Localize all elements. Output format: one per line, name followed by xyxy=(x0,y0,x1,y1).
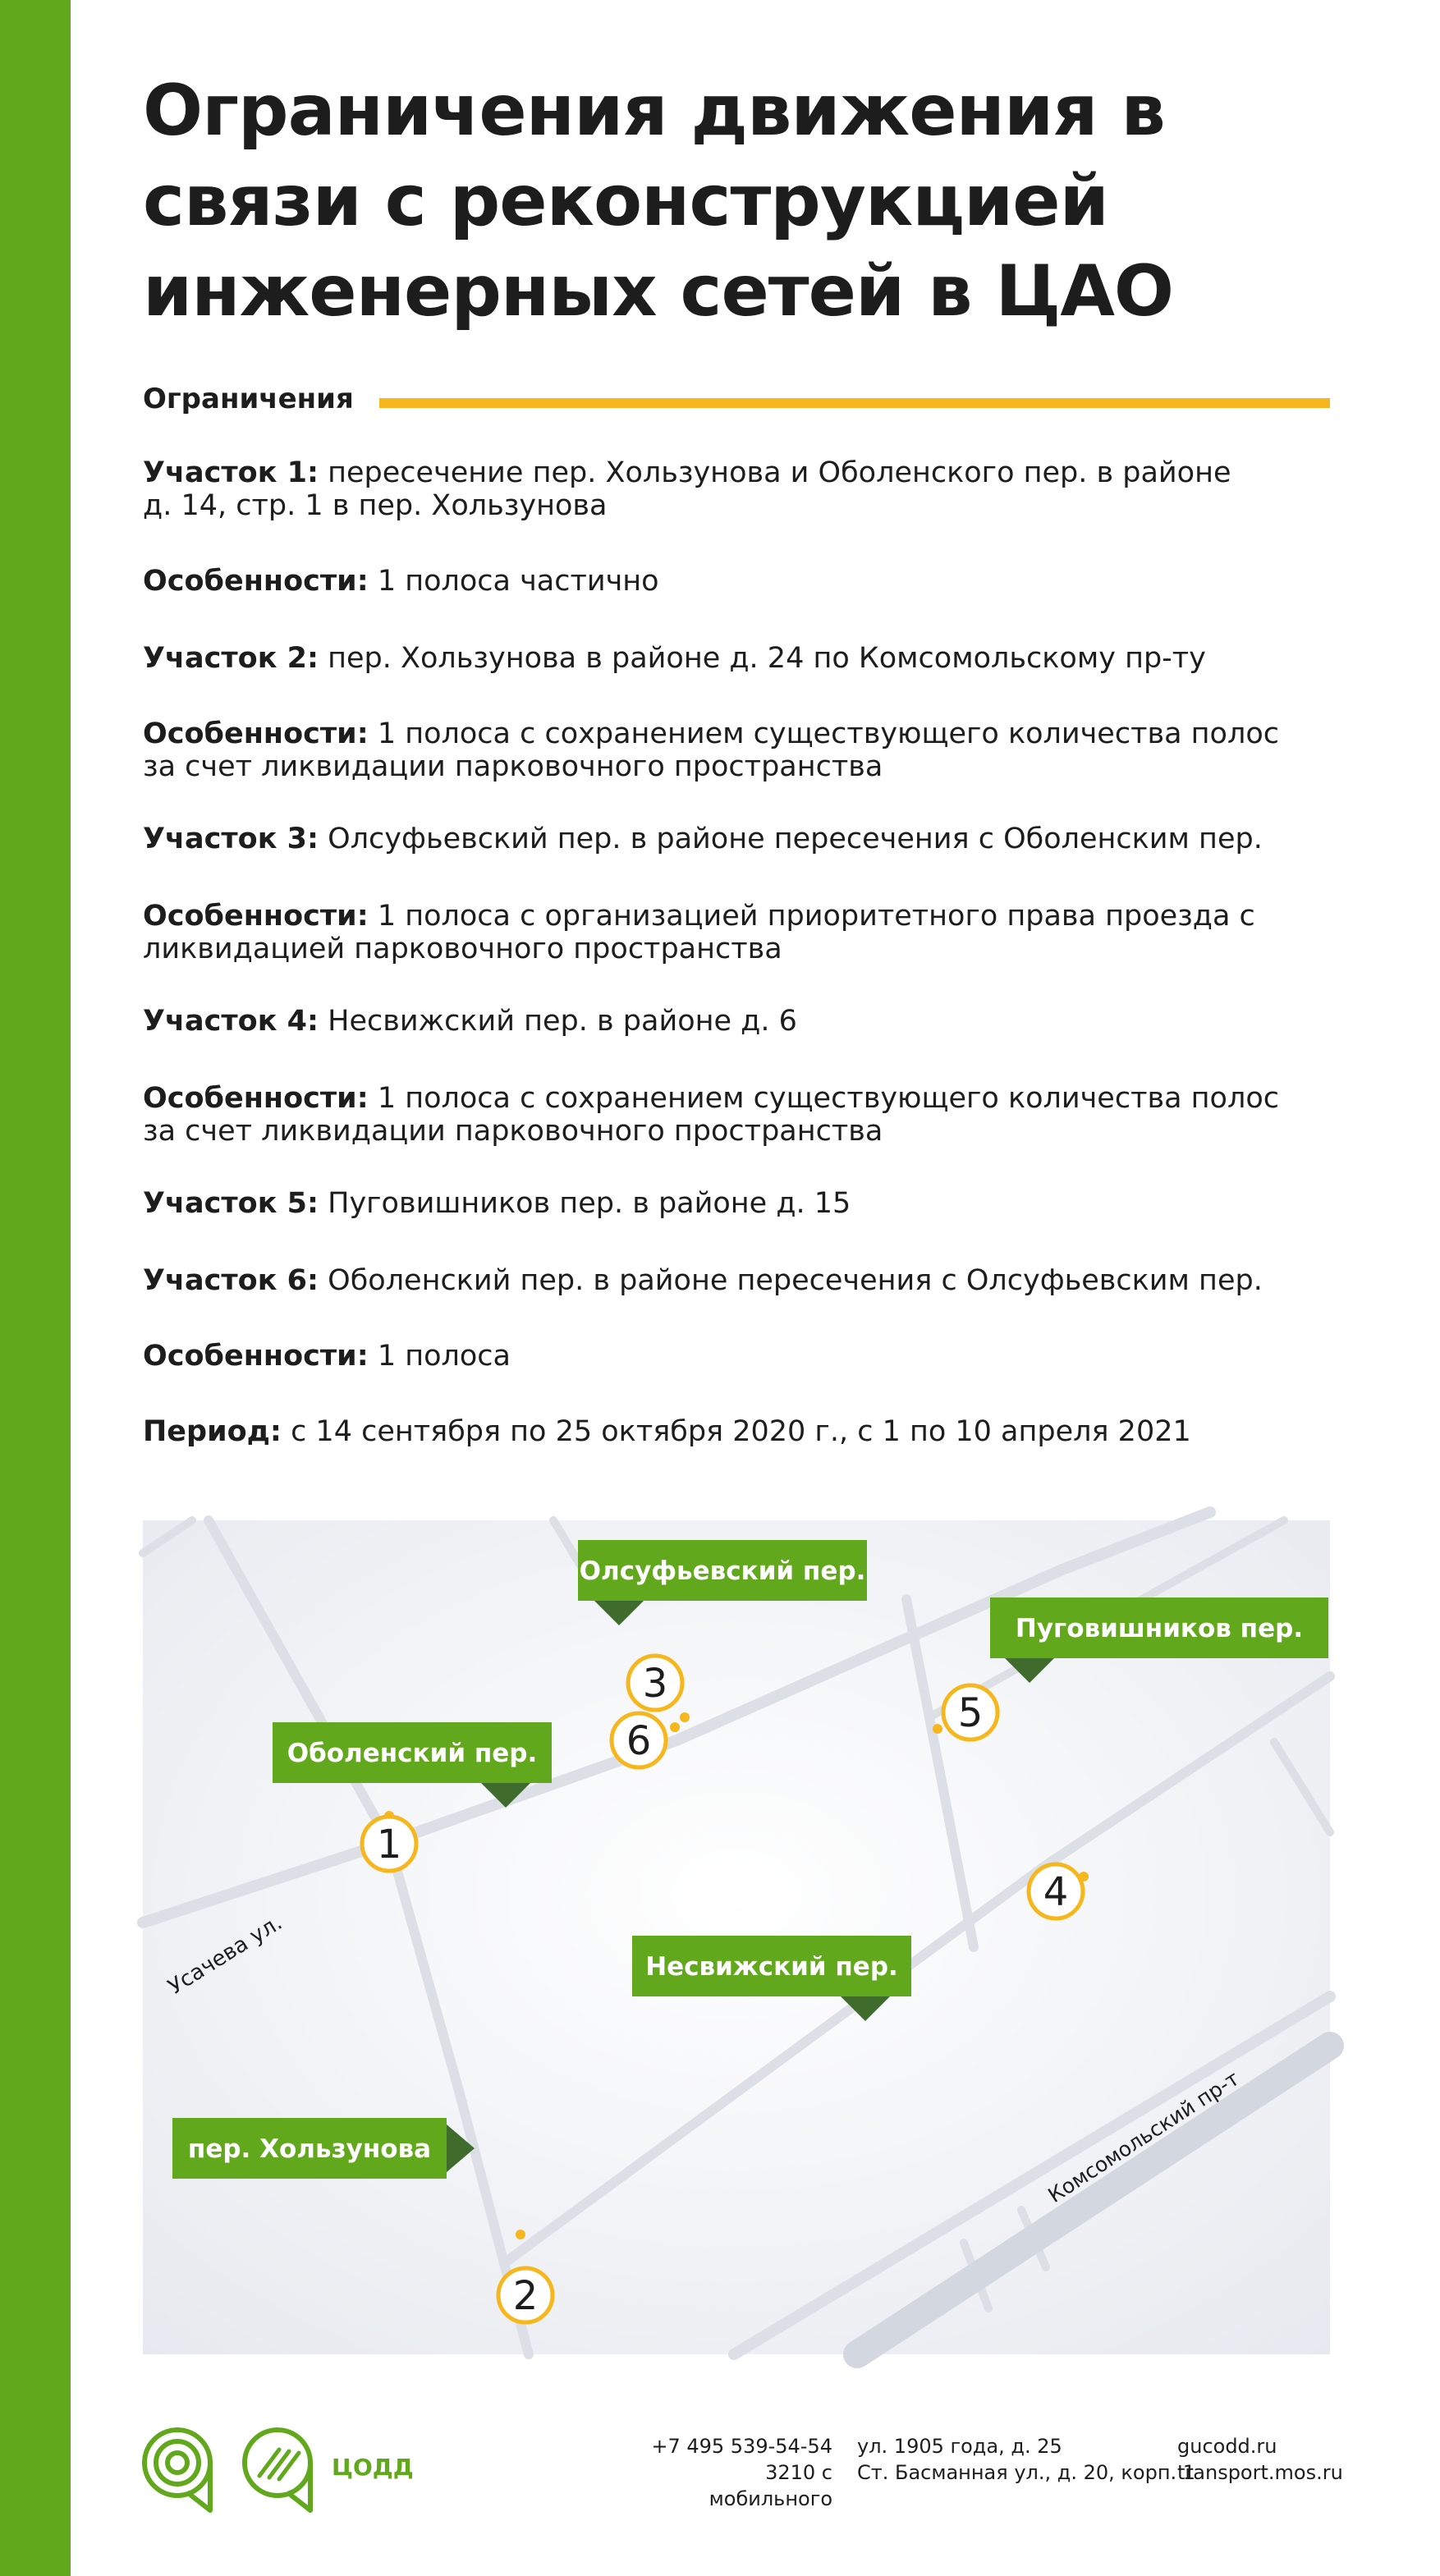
street-label-kholzunova: пер. Хользунова xyxy=(187,2134,432,2164)
list-item xyxy=(143,456,1358,522)
street-map xyxy=(143,1520,1330,2354)
item-label: Участок 3: xyxy=(143,823,319,855)
item-text: 1 полоса xyxy=(377,1340,511,1373)
street-label-olsufievsky: Олсуфьевский пер. xyxy=(579,1556,866,1586)
item-label: Период: xyxy=(143,1415,282,1448)
marker-tick xyxy=(670,1722,680,1732)
marker-tick xyxy=(516,2230,525,2239)
website-link[interactable]: transport.mos.ru xyxy=(1177,2461,1343,2484)
street-label-obolensky: Оболенский пер. xyxy=(287,1739,538,1768)
item-text: 1 полоса с сохранением существующего количества полос xyxy=(377,717,1279,750)
item-text: 1 полоса частично xyxy=(377,565,659,598)
item-text: Несвижский пер. в районе д. 6 xyxy=(328,1005,797,1038)
item-text: пересечение пер. Хользунова и Оболенского пер. в районе xyxy=(328,456,1231,489)
section-divider xyxy=(379,398,1330,408)
list-item xyxy=(143,642,1358,675)
website-link[interactable]: gucodd.ru xyxy=(1177,2435,1277,2458)
footer-sites-block xyxy=(1177,2433,1343,2486)
page-title xyxy=(143,66,1374,337)
item-text-continued: ликвидацией парковочного пространства xyxy=(143,933,782,965)
marker-tick xyxy=(933,1724,942,1734)
title-line: Ограничения движения в xyxy=(143,70,1165,152)
list-item xyxy=(143,1340,1358,1373)
marker-number: 4 xyxy=(1043,1869,1069,1915)
item-text-continued: д. 14, стр. 1 в пер. Хользунова xyxy=(143,489,608,522)
street-label-pugovishnikov: Пуговишников пер. xyxy=(1015,1614,1304,1643)
phone-number: +7 495 539-54-54 xyxy=(651,2435,832,2458)
marker-tick xyxy=(680,1712,690,1722)
address-line: Ст. Басманная ул., д. 20, корп. 1 xyxy=(857,2461,1196,2484)
section-label: Ограничения xyxy=(143,383,354,415)
item-label: Особенности: xyxy=(143,900,369,933)
item-text-continued: за счет ликвидации парковочного пространства xyxy=(143,1115,883,1148)
item-label: Участок 4: xyxy=(143,1005,319,1038)
map-callout xyxy=(172,2118,475,2179)
list-item xyxy=(143,1187,1358,1220)
item-text: 1 полоса с организацией приоритетного права проезда с xyxy=(377,900,1255,933)
item-label: Особенности: xyxy=(143,1082,369,1115)
item-label: Особенности: xyxy=(143,1340,369,1373)
item-label: Участок 1: xyxy=(143,456,319,489)
marker-6 xyxy=(612,1713,666,1767)
marker-number: 5 xyxy=(957,1690,984,1736)
list-item xyxy=(143,1264,1358,1297)
item-label: Участок 2: xyxy=(143,642,319,675)
marker-number: 1 xyxy=(376,1822,402,1868)
item-text: с 14 сентября по 25 октября 2020 г., с 1 по 10 апреля 2021 xyxy=(291,1415,1191,1448)
codd-pin-icon xyxy=(245,2430,310,2510)
marker-2 xyxy=(498,2268,553,2322)
mobile-number: 3210 с мобильного xyxy=(709,2461,832,2510)
list-item xyxy=(143,900,1358,965)
item-text: Оболенский пер. в районе пересечения с Олсуфьевским пер. xyxy=(328,1264,1263,1297)
marker-5 xyxy=(943,1685,997,1739)
footer-address-block xyxy=(857,2433,1195,2486)
item-text-continued: за счет ликвидации парковочного пространства xyxy=(143,750,883,783)
item-label: Участок 6: xyxy=(143,1264,319,1297)
marker-number: 6 xyxy=(626,1718,652,1764)
codd-emblem-icon xyxy=(144,2430,210,2510)
footer-phone-block xyxy=(644,2433,832,2512)
item-label: Участок 5: xyxy=(143,1187,319,1220)
list-item xyxy=(143,717,1358,783)
street-label-usacheva: Усачева ул. xyxy=(163,1910,287,2000)
list-item xyxy=(143,1415,1358,1448)
item-text: Олсуфьевский пер. в районе пересечения с Оболенским пер. xyxy=(328,823,1263,855)
marker-3 xyxy=(628,1656,682,1710)
list-item xyxy=(143,1005,1358,1038)
street-label-komsomolsky: Комсомольский пр-т xyxy=(1043,2066,1244,2208)
address-line: ул. 1905 года, д. 25 xyxy=(857,2435,1062,2458)
marker-4 xyxy=(1029,1864,1083,1918)
title-line: инженерных сетей в ЦАО xyxy=(143,250,1173,332)
item-label: Особенности: xyxy=(143,717,369,750)
item-label: Особенности: xyxy=(143,565,369,598)
marker-number: 2 xyxy=(512,2273,539,2319)
item-text: 1 полоса с сохранением существующего количества полос xyxy=(377,1082,1279,1115)
item-text: пер. Хользунова в районе д. 24 по Комсомольскому пр-ту xyxy=(328,642,1206,675)
codd-logo xyxy=(140,2425,414,2527)
list-item xyxy=(143,823,1358,855)
left-brand-bar xyxy=(0,0,71,2576)
title-line: связи с реконструкцией xyxy=(143,160,1108,242)
list-item xyxy=(143,565,1358,598)
street-label-nesvizhsky: Несвижский пер. xyxy=(645,1952,898,1982)
marker-1 xyxy=(362,1817,416,1871)
marker-number: 3 xyxy=(642,1661,668,1707)
logo-text: ЦОДД xyxy=(332,2454,414,2481)
list-item xyxy=(143,1082,1358,1148)
item-text: Пуговишников пер. в районе д. 15 xyxy=(328,1187,851,1220)
